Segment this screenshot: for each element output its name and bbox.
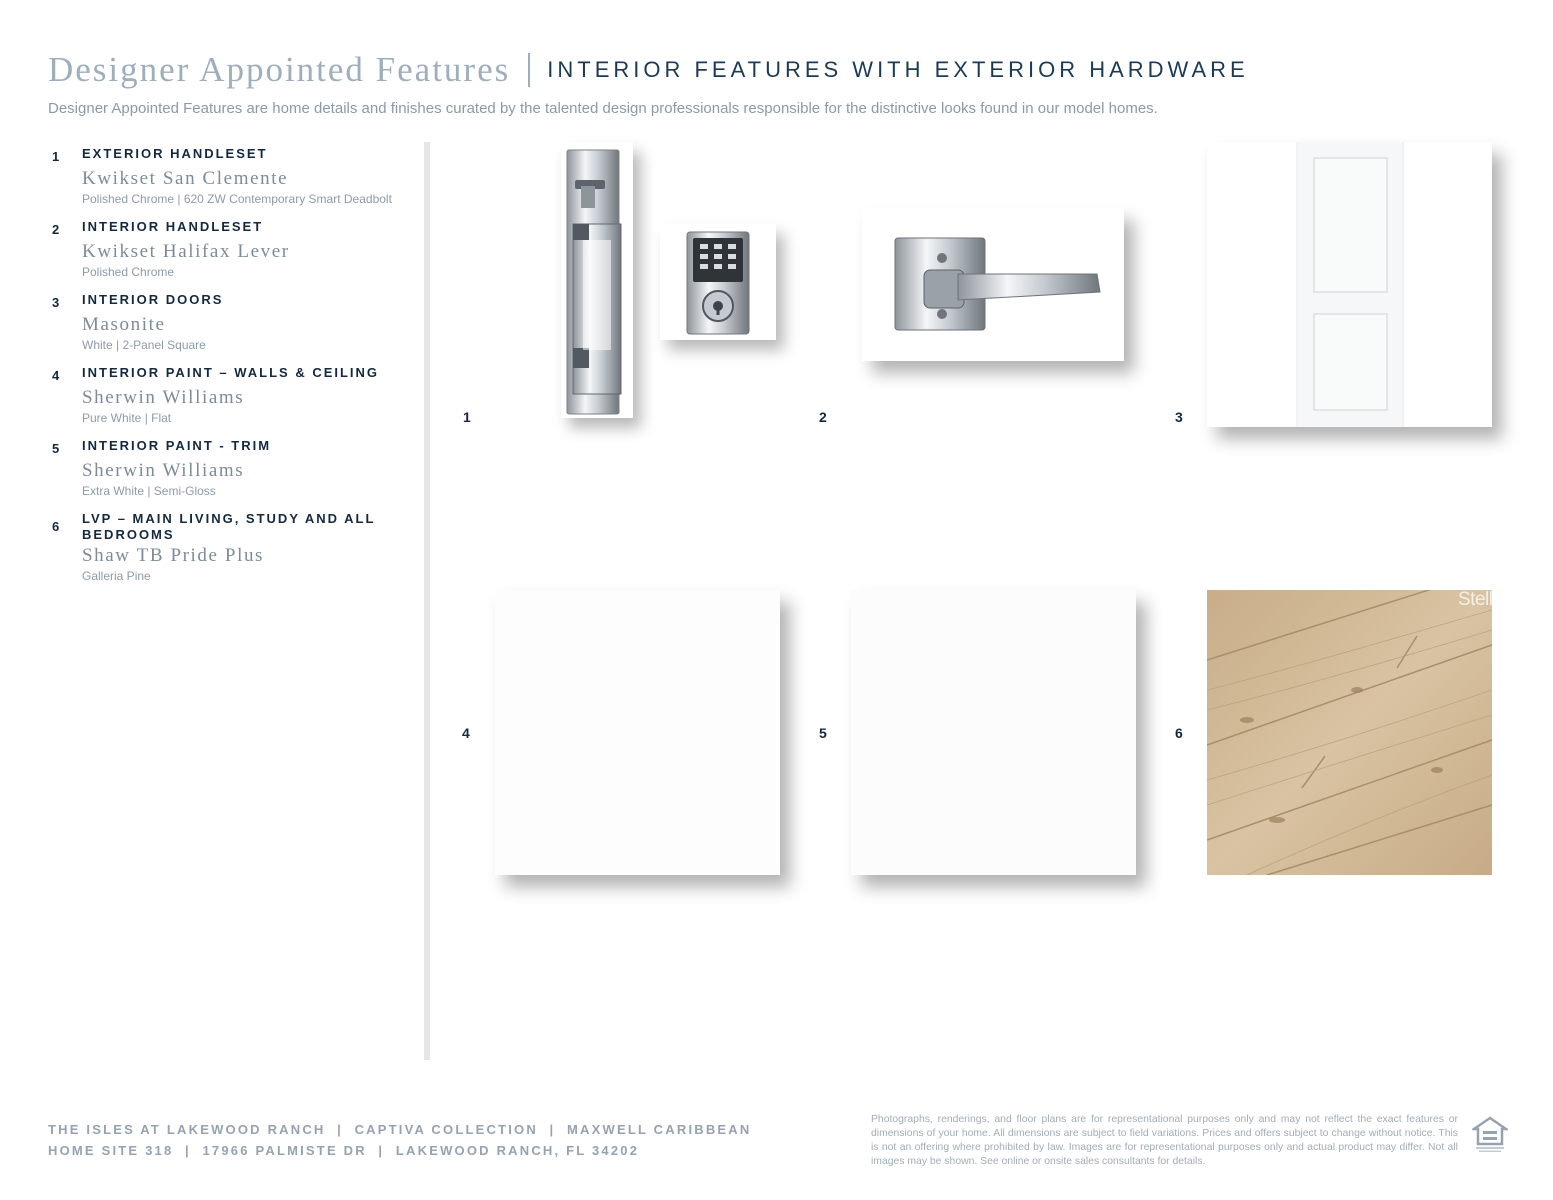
feature-category: INTERIOR DOORS — [82, 292, 224, 307]
disclaimer-text: Photographs, renderings, and floor plans are for representational purposes only and may not reflect the exact features or dimensions of your home. All dimensions are subject to field variations. Prices and offers subject to change without notice. This is not an offering where prohibited by law. Images are for representational purposes only and actual product may differ. Not all images may be shown. See online or onsite sales consultants for details. — [871, 1114, 1458, 1167]
feature-product: Shaw TB Pride Plus — [82, 545, 265, 566]
flooring-sample-image — [1207, 590, 1492, 875]
feature-detail: White | 2-Panel Square — [82, 338, 206, 352]
title-separator — [528, 53, 530, 87]
intro-text: Designer Appointed Features are home details and finishes curated by the talented design professionals responsible for the distinctive looks found in our model homes. — [48, 100, 1158, 117]
gallery-label-5: 5 — [819, 725, 827, 741]
vertical-divider — [424, 142, 430, 1060]
equal-housing-icon — [1472, 1116, 1508, 1154]
feature-number: 4 — [52, 368, 60, 383]
title-row — [48, 50, 1508, 90]
lever-handle-icon — [862, 208, 1124, 361]
equal-housing-logo — [1472, 1116, 1508, 1159]
wood-floor-icon — [1207, 590, 1492, 875]
page-subtitle: INTERIOR FEATURES WITH EXTERIOR HARDWARE — [547, 57, 1249, 82]
feature-number: 3 — [52, 295, 60, 310]
door-panel-icon — [1207, 142, 1492, 427]
gallery-label-3: 3 — [1175, 409, 1183, 425]
feature-detail: Galleria Pine — [82, 569, 151, 583]
gallery-label-2: 2 — [819, 409, 827, 425]
feature-product: Masonite — [82, 314, 166, 335]
feature-category: INTERIOR PAINT – WALLS & CEILING — [82, 365, 380, 380]
keypad-lock-icon — [660, 224, 776, 340]
interior-lever-image — [862, 208, 1124, 361]
exterior-handleset-image — [561, 142, 633, 418]
feature-product: Kwikset Halifax Lever — [82, 241, 290, 262]
feature-item-6 — [52, 511, 392, 584]
feature-detail: Pure White | Flat — [82, 411, 172, 425]
footer-homesite: HOME SITE 318 | 17966 PALMISTE DR | LAKEWOOD RANCH, FL 34202 — [48, 1143, 640, 1158]
feature-number: 5 — [52, 441, 60, 456]
feature-item-2 — [52, 219, 392, 280]
paint-swatch-pure-white — [495, 590, 780, 875]
feature-category: INTERIOR PAINT - TRIM — [82, 438, 272, 453]
feature-item-3 — [52, 292, 392, 353]
feature-list — [52, 146, 392, 596]
page-title: Designer Appointed Features — [48, 50, 511, 89]
feature-category: LVP – MAIN LIVING, STUDY AND ALL BEDROOMS — [82, 511, 376, 542]
feature-number: 6 — [52, 519, 60, 534]
feature-item-5 — [52, 438, 392, 499]
feature-number: 1 — [52, 149, 60, 164]
smart-deadbolt-image — [660, 224, 776, 340]
gallery-label-6: 6 — [1175, 725, 1183, 741]
footer-address — [48, 1119, 751, 1161]
feature-detail: Polished Chrome — [82, 265, 175, 279]
footer-community: THE ISLES AT LAKEWOOD RANCH | CAPTIVA COLLECTION | MAXWELL CARIBBEAN — [48, 1122, 752, 1137]
feature-product: Sherwin Williams — [82, 460, 245, 481]
feature-category: EXTERIOR HANDLESET — [82, 146, 268, 161]
feature-item-1 — [52, 146, 392, 207]
feature-product: Sherwin Williams — [82, 387, 245, 408]
interior-door-image — [1207, 142, 1492, 427]
watermark: StellarMLS — [1458, 589, 1546, 610]
gallery-label-4: 4 — [462, 725, 470, 741]
feature-product: Kwikset San Clemente — [82, 168, 289, 189]
gallery-label-1: 1 — [463, 409, 471, 425]
feature-detail: Polished Chrome | 620 ZW Contemporary Smart Deadbolt — [82, 192, 392, 206]
paint-swatch-extra-white — [851, 590, 1136, 875]
feature-category: INTERIOR HANDLESET — [82, 219, 264, 234]
feature-detail: Extra White | Semi-Gloss — [82, 484, 216, 498]
page-header — [48, 50, 1508, 117]
feature-number: 2 — [52, 222, 60, 237]
feature-item-4 — [52, 365, 392, 426]
handleset-icon — [561, 142, 633, 418]
